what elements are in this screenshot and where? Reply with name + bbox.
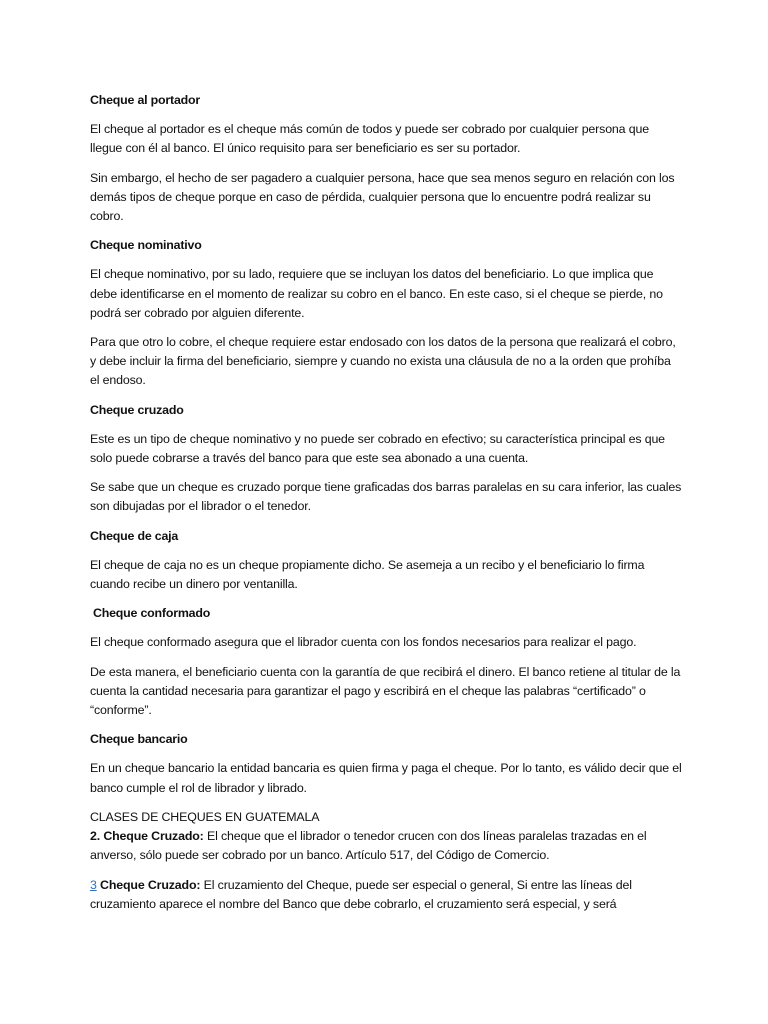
heading-cheque-de-caja: Cheque de caja [90, 528, 179, 543]
paragraph-conformado-2: De esta manera, el beneficiario cuenta con la garantía de que recibirá el dinero. El banco retiene al titular de la cuenta la cantidad necesaria para garantizar el pago y escribirá en el cheque las palabras “certificado” o “conforme”. [90, 664, 681, 718]
heading-clases-guatemala: CLASES DE CHEQUES EN GUATEMALA [90, 809, 320, 824]
paragraph-bancario-1: En un cheque bancario la entidad bancaria es quien firma y paga el cheque. Por lo tanto, es válido decir que el banco cumple el rol de librador y librado. [90, 761, 682, 795]
document-page [90, 91, 682, 924]
footnote-link-3[interactable]: 3 [90, 877, 97, 892]
paragraph-caja-1: El cheque de caja no es un cheque propiamente dicho. Se asemeja a un recibo y el beneficiario lo firma cuando recibe un dinero por ventanilla. [90, 557, 645, 592]
heading-cheque-cruzado: Cheque cruzado [90, 402, 184, 417]
paragraph-nominativo-2: Para que otro lo cobre, el cheque requiere estar endosado con los datos de la persona que realizará el cobro, y debe incluir la firma del beneficiario, siempre y cuando no exista una cláusula de no a la orden que prohíba el endoso. [90, 335, 676, 388]
heading-cheque-al-portador: Cheque al portador [90, 93, 200, 107]
paragraph-portador-1: El cheque al portador es el cheque más común de todos y puede ser cobrado por cualquier persona que llegue con él al banco. El único requisito para ser beneficiario es ser su portador. [90, 122, 649, 156]
item-3-text: El cruzamiento del Cheque, puede ser especial o general, Si entre las líneas del cruzamiento aparece el nombre del Banco que debe cobrarlo, el cruzamiento será especial, y será [90, 877, 632, 911]
paragraph-guatemala-item-3 [90, 876, 682, 914]
paragraph-cruzado-2: Se sabe que un cheque es cruzado porque tiene graficadas dos barras paralelas en su cara inferior, las cuales son dibujadas por el librador o el tenedor. [90, 480, 682, 514]
heading-cheque-bancario: Cheque bancario [90, 732, 188, 747]
item-2-text: El cheque que el librador o tenedor crucen con dos líneas paralelas trazadas en el anverso, sólo puede ser cobrado por un banco. Artículo 517, del Código de Comercio. [90, 829, 647, 863]
paragraph-portador-2: Sin embargo, el hecho de ser pagadero a cualquier persona, hace que sea menos seguro en relación con los demás tipos de cheque porque en caso de pérdida, cualquier persona que lo encuentre podrá realizar su cobro. [90, 170, 675, 224]
heading-cheque-conformado: Cheque conformado [93, 606, 211, 621]
heading-cheque-nominativo: Cheque nominativo [90, 238, 202, 253]
item-2-label: 2. Cheque Cruzado: [90, 829, 204, 844]
paragraph-guatemala-item-2 [90, 827, 682, 865]
paragraph-conformado-1: El cheque conformado asegura que el librador cuenta con los fondos necesarios para realizar el pago. [90, 635, 637, 650]
item-3-label: Cheque Cruzado: [96, 877, 201, 892]
paragraph-nominativo-1: El cheque nominativo, por su lado, requiere que se incluyan los datos del beneficiario. Lo que implica que debe identificarse en el momento de realizar su cobro en el banco. En este caso, si el cheque se pierde, no podrá ser cobrado por alguien diferente. [90, 267, 663, 320]
paragraph-cruzado-1: Este es un tipo de cheque nominativo y no puede ser cobrado en efectivo; su característica principal es que solo puede cobrarse a través del banco para que este sea abonado a una cuenta. [90, 431, 665, 466]
